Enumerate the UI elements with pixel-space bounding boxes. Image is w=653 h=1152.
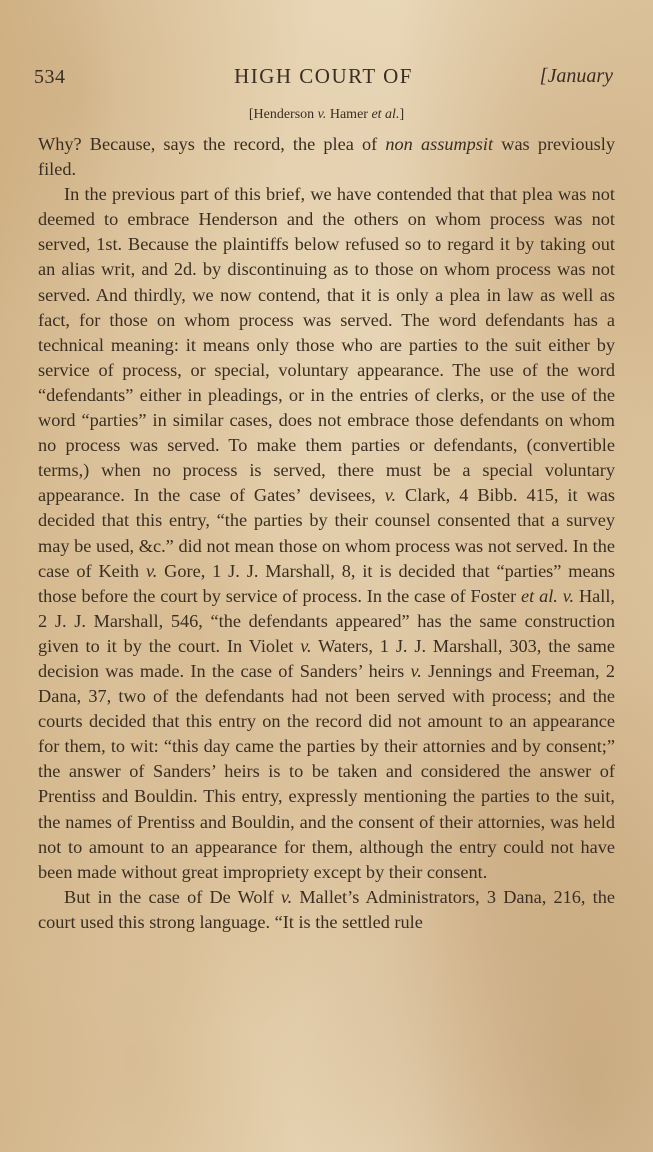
italic-text: v.	[280, 886, 293, 907]
paragraph-text: Jennings and Freeman, 2 Dana, 37, two of the defendants had not been served with process; and the courts decided that this entry on the record did not amount to an appearance for them, to wit: “this day came the parties by their attornies and by consent;” the answer of Sanders’ heirs is to be taken and considered the answer of Prentiss and Bouldin. This entry, expressly mentioning the parties to the suit, the names of Prentiss and Bouldin, and the consent of their attornies, was held not to amount to an appearance for them, although the entry could not have been made without great impropriety except by their consent.	[38, 660, 615, 882]
paragraph	[38, 885, 615, 935]
case-caption	[0, 107, 653, 123]
paragraph-text: Hall, 2 J. J. Marshall, 546, “the defendants appeared” has the same construction given to it by the court. In Violet	[38, 585, 615, 656]
paragraph	[38, 182, 615, 885]
paragraph	[38, 132, 615, 182]
paragraph-text: But in the case of De Wolf	[64, 886, 281, 907]
caption-close: ]	[399, 107, 405, 122]
italic-text: non assumpsit	[385, 134, 494, 154]
caption-open: [Henderson	[248, 107, 318, 122]
caption-middle: Hamer	[326, 107, 372, 122]
paragraph-text: Why? Because, says the record, the plea of	[38, 134, 386, 154]
running-head	[34, 62, 613, 94]
italic-text: v.	[300, 635, 312, 656]
paragraph-text: was previously filed.	[38, 134, 615, 180]
paragraph-text: Waters, 1 J. J. Marshall, 303, the same decision was made. In the case of Sanders’ heirs	[38, 635, 615, 681]
page-number: 534	[34, 66, 66, 88]
paragraph-text: Mallet’s Administrators, 3 Dana, 216, the court used this strong language. “It is the settled rule	[38, 886, 615, 932]
paragraph-text: In the previous part of this brief, we have contended that that plea was not deemed to embrace Henderson and the others on whom process was not served, 1st. Because the plaintiffs below refused so to regard it by taking out an alias writ, and 2d. by discontinuing as to those on whom process was not served. And thirdly, we now contend, that it is only a plea in law as well as fact, for those on whom process was served. The word defendants has a technical meaning: it means only those who are parties to the suit either by service of process, or special, voluntary appearance. The use of the word “defendants” either in pleadings, or in the entries of clerks, or the use of the word “parties” in similar cases, does not embrace those defendants on whom no process was served. To make them parties or defendants, (convertible terms,) when no process is served, there must be a special voluntary appearance. In the case of Gates’ devisees,	[38, 184, 615, 506]
caption-et-al: et al.	[371, 107, 400, 122]
italic-text: v.	[384, 485, 397, 506]
running-head-title: HIGH COURT OF	[234, 64, 413, 88]
italic-text: v.	[410, 660, 422, 681]
italic-text: v.	[145, 560, 158, 581]
paragraph-text: Clark, 4 Bibb. 415, it was decided that this entry, “the parties by their counsel consented that a survey may be used, &c.” did not mean those on whom process was not served. In the case of Keith	[38, 485, 615, 581]
running-head-month: [January	[539, 65, 613, 87]
italic-text: et al. v.	[521, 585, 575, 606]
body-text	[38, 132, 615, 935]
paragraph-text: Gore, 1 J. J. Marshall, 8, it is decided that “parties” means those before the court by service of process. In the case of Foster	[38, 560, 615, 606]
caption-v: v.	[317, 107, 327, 122]
